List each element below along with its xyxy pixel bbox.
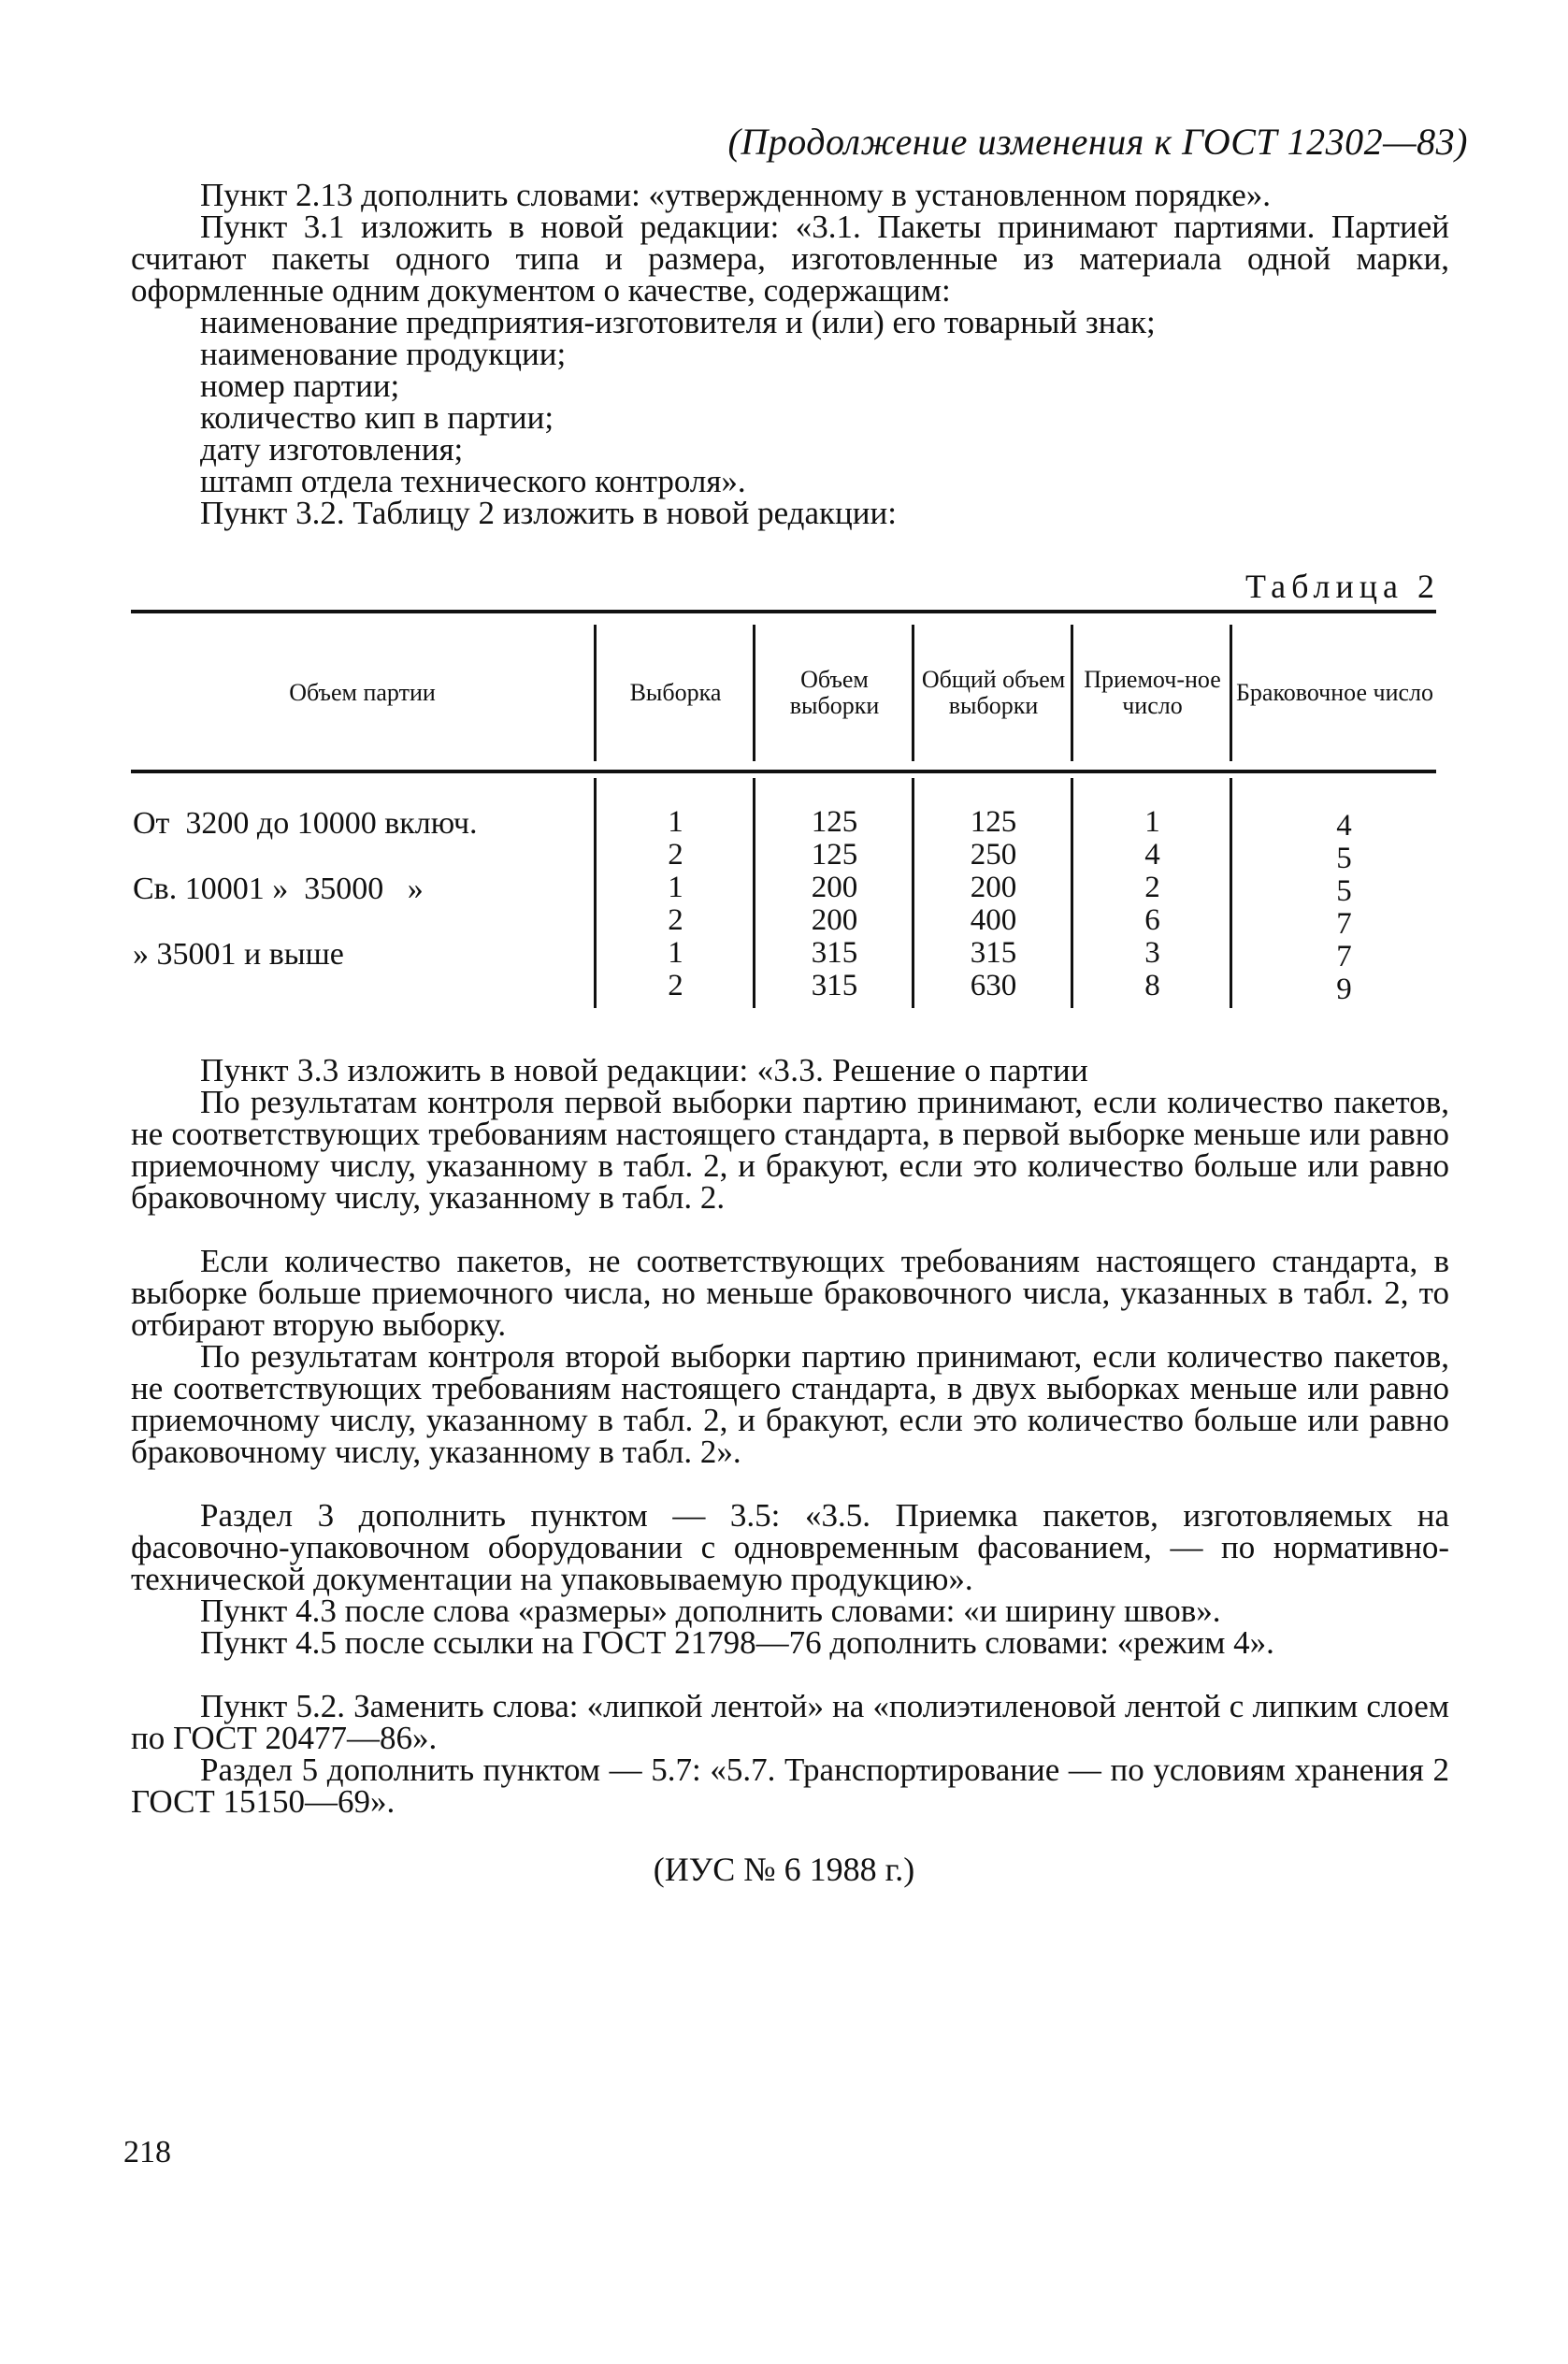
paragraph: Пункт 3.1 изложить в новой редакции: «3.1. Пакеты принимают партиями. Партией считают пакеты одного типа и размера, изготовленные из материала одной марки, оформленные одним документом о качестве, содержащим: bbox=[131, 209, 1449, 309]
header-total-sample-size: Общий объем выборки bbox=[921, 666, 1066, 719]
paragraph: Пункт 2.13 дополнить словами: «утвержденному в установленном порядке». bbox=[200, 177, 1272, 213]
table-cell: 5 bbox=[1336, 874, 1352, 908]
table-cell: 1 bbox=[668, 936, 683, 970]
page-header: (Продолжение изменения к ГОСТ 12302—83) bbox=[727, 121, 1468, 163]
table-cell: 1 bbox=[1144, 805, 1160, 839]
row-label: Св. 10001 » 35000 » bbox=[133, 872, 424, 906]
table-cell: 250 bbox=[970, 838, 1017, 872]
table-header-rule bbox=[131, 770, 1436, 773]
rejection-column bbox=[1253, 810, 1435, 1006]
table-cell: 200 bbox=[970, 871, 1017, 904]
table-cell: 8 bbox=[1144, 969, 1160, 1002]
table-cell: 2 bbox=[668, 838, 683, 872]
paragraph: По результатам контроля второй выборки партию принимают, если количество пакетов, не соответствующих требованиям настоящего стандарта, в двух выборках меньше или равно приемочному числу, указанному в табл. 2, и бракуют, если это количество больше или равно браковочному числу, указанному в табл. 2». bbox=[131, 1338, 1449, 1470]
paragraph: Пункт 3.3 изложить в новой редакции: «3.3. Решение о партии bbox=[200, 1052, 1089, 1088]
list-item: наименование продукции; bbox=[200, 336, 567, 372]
column-divider bbox=[753, 778, 755, 1008]
paragraph: Пункт 4.5 после ссылки на ГОСТ 21798—76 дополнить словами: «режим 4». bbox=[200, 1624, 1274, 1661]
table-cell: 400 bbox=[970, 903, 1017, 937]
paragraph: По результатам контроля первой выборки партию принимают, если количество пакетов, не соответствующих требованиям настоящего стандарта, в первой выборке меньше или равно приемочному числу, указанному в табл. 2, и бракуют, если это количество больше или равно браковочному числу, указанному в табл. 2. bbox=[131, 1084, 1449, 1216]
row-label: От 3200 до 10000 включ. bbox=[133, 806, 478, 841]
column-divider bbox=[1071, 778, 1073, 1008]
table-cell: 1 bbox=[668, 805, 683, 839]
table-cell: 4 bbox=[1144, 838, 1160, 872]
table-cell: 315 bbox=[811, 936, 858, 970]
table-cell: 2 bbox=[668, 969, 683, 1002]
header-sample-size: Объем выборки bbox=[789, 666, 880, 719]
list-item: количество кип в партии; bbox=[200, 399, 554, 436]
table-cell: 125 bbox=[811, 838, 858, 872]
page-number: 218 bbox=[123, 2135, 171, 2169]
table-cell: 200 bbox=[811, 871, 858, 904]
acceptance-column bbox=[1075, 806, 1230, 1002]
table-cell: 125 bbox=[811, 805, 858, 839]
list-item: штамп отдела технического контроля». bbox=[200, 463, 746, 499]
table-cell: 4 bbox=[1336, 809, 1352, 843]
column-divider bbox=[594, 625, 597, 761]
table-cell: 630 bbox=[970, 969, 1017, 1002]
table-cell: 7 bbox=[1336, 907, 1352, 941]
column-divider bbox=[594, 778, 597, 1008]
total-size-column bbox=[916, 806, 1071, 1002]
header-sample: Выборка bbox=[629, 679, 722, 706]
table-cell: 3 bbox=[1144, 936, 1160, 970]
paragraph: Пункт 4.3 после слова «размеры» дополнить словами: «и ширину швов». bbox=[200, 1593, 1221, 1629]
table-caption: Таблица 2 bbox=[1245, 568, 1440, 605]
header-rejection-number: Браковочное число bbox=[1235, 679, 1434, 706]
table-cell: 5 bbox=[1336, 842, 1352, 875]
table-cell: 200 bbox=[811, 903, 858, 937]
table-top-rule bbox=[131, 610, 1436, 613]
paragraph: Пункт 5.2. Заменить слова: «липкой лентой» на «полиэтиленовой лентой с липким слоем по ГОСТ 20477—86». bbox=[131, 1688, 1449, 1756]
paragraph: Пункт 3.2. Таблицу 2 изложить в новой редакции: bbox=[200, 495, 897, 531]
sample-size-column bbox=[757, 806, 912, 1002]
list-item: дату изготовления; bbox=[200, 431, 464, 468]
column-divider bbox=[912, 778, 914, 1008]
table-cell: 315 bbox=[970, 936, 1017, 970]
header-acceptance-number: Приемоч-ное число bbox=[1084, 666, 1221, 719]
row-label: » 35001 и выше bbox=[133, 937, 344, 972]
column-divider bbox=[912, 625, 914, 761]
column-divider bbox=[1230, 778, 1232, 1008]
table-cell: 125 bbox=[970, 805, 1017, 839]
table-cell: 315 bbox=[811, 969, 858, 1002]
requisites-list bbox=[200, 304, 1444, 499]
list-item: номер партии; bbox=[200, 368, 400, 404]
table-cell: 7 bbox=[1336, 940, 1352, 973]
column-divider bbox=[1071, 625, 1073, 761]
paragraph: Раздел 5 дополнить пунктом — 5.7: «5.7. Транспортирование — по условиям хранения 2 ГОСТ 15150—69». bbox=[131, 1751, 1449, 1820]
table-cell: 6 bbox=[1144, 903, 1160, 937]
sample-column bbox=[598, 806, 753, 1002]
column-divider bbox=[753, 625, 755, 761]
table-cell: 2 bbox=[668, 903, 683, 937]
table-cell: 2 bbox=[1144, 871, 1160, 904]
column-divider bbox=[1230, 625, 1232, 761]
table-cell: 1 bbox=[668, 871, 683, 904]
header-batch-size: Объем партии bbox=[289, 679, 436, 706]
paragraph: Раздел 3 дополнить пунктом — 3.5: «3.5. Приемка пакетов, изготовляемых на фасовочно-упаковочном оборудовании с одновременным фасованием, — по нормативно-технической документации на упаковываемую продукцию». bbox=[131, 1497, 1449, 1597]
table-cell: 9 bbox=[1336, 973, 1352, 1006]
list-item: наименование предприятия-изготовителя и (или) его товарный знак; bbox=[200, 304, 1156, 340]
paragraph: Если количество пакетов, не соответствующих требованиям настоящего стандарта, в выборке больше приемочного числа, но меньше браковочного числа, указанных в табл. 2, то отбирают вторую выборку. bbox=[131, 1243, 1449, 1343]
source-note: (ИУС № 6 1988 г.) bbox=[653, 1851, 915, 1888]
